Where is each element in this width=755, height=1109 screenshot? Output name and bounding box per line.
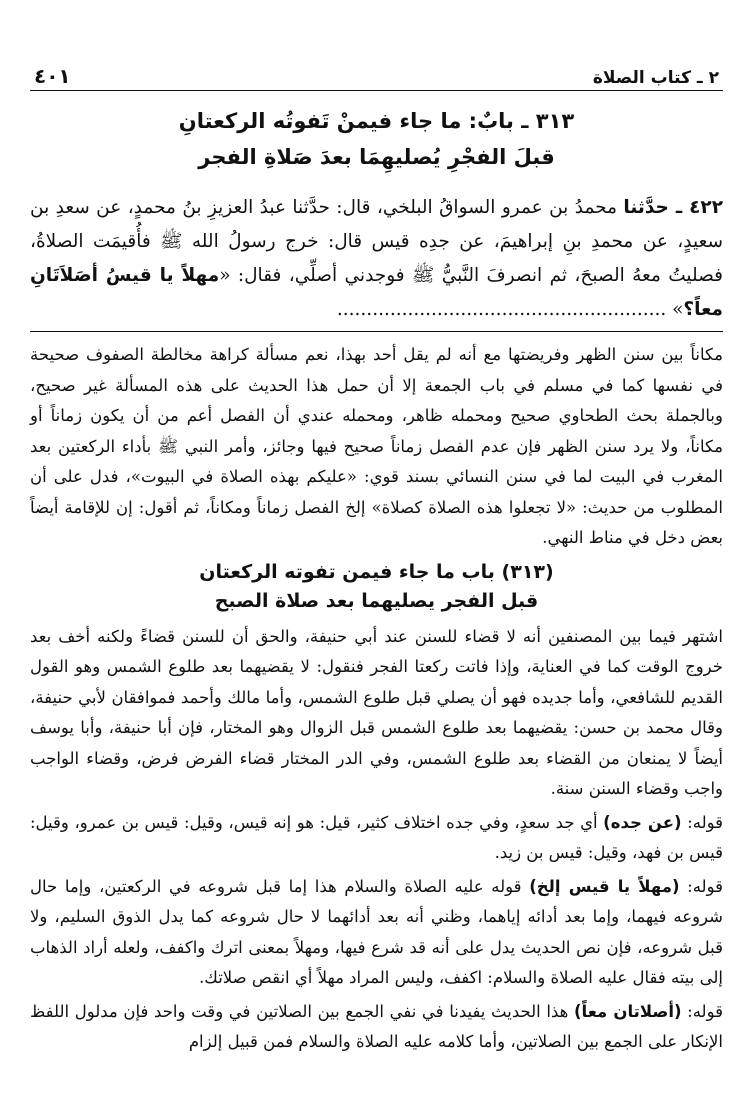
hadith-text bbox=[30, 191, 723, 327]
sub-heading-line-1: (٣١٣) باب ما جاء فيمن تفوته الركعتان bbox=[199, 560, 554, 583]
commentary-paragraph-4 bbox=[30, 997, 723, 1058]
paragraph-4-prefix: قوله: bbox=[681, 1001, 723, 1021]
commentary-paragraph-1: اشتهر فيما بين المصنفين أنه لا قضاء للسنن عند أبي حنيفة، والحق أن للسنن قضاءً ولكنه أخف بعد خروج الوقت كما في العناية، وإذا فاتت ركعتا الفجر فنقول: لا يقضيهما بعد طلوع الشمس وهو القول القديم للشافعي، وأما جديده فهو أن يصلي قبل طلوع الشمس، وأما مالك وأحمد فموافقان لأبي حنيفة، وقال محمد بن حسن: يقضيهما بعد طلوع الشمس قبل الزوال وهو المختار، فإن أبا حنيفة، وأبا يوسف أيضاً لا يمنعان من القضاء بعد طلوع الشمس، وفي الدر المختار قضاء الفرض فرض، وقضاء الواجب واجب وقضاء السنن سنة. bbox=[30, 626, 723, 798]
paragraph-4-lemma: (أصلاتان معاً) bbox=[573, 1001, 682, 1021]
commentary-divider bbox=[30, 331, 723, 332]
commentary-paragraph-2 bbox=[30, 808, 723, 869]
paragraph-2-prefix: قوله: bbox=[681, 812, 724, 832]
paragraph-4-text: هذا الحديث يفيدنا في نفي الجمع بين الصلاتين في وقت واحد فإن مدلول اللفظ الإنكار على الجمع بين الصلاتين، وأما كلامه عليه الصلاة والسلام فمن قبيل إلزام bbox=[30, 1001, 723, 1051]
running-header bbox=[30, 58, 723, 91]
commentary-paragraph-3 bbox=[30, 872, 723, 994]
hadith-continuation: » ........................................................ bbox=[336, 299, 684, 320]
paragraph-2-text: أي جد سعدٍ، وفي جده اختلاف كثير، قيل: هو إنه قيس، وقيل: قيس بن عمرو، وقيل: قيس بن فهد، وقيل: قيس بن زيد. bbox=[30, 812, 723, 862]
hadith-number: ٤٢٢ ـ حدَّثنا bbox=[623, 197, 723, 218]
paragraph-2-lemma: (عن جده) bbox=[603, 812, 682, 832]
paragraph-3-text: قوله عليه الصلاة والسلام هذا إما قبل شروعه في الركعتين، وإما حال شروعه فيهما، وإما بعد أدائه إياهما، وظني أنه بعد أدائهما لا حال شروعه كما يدل الذوق السليم، ولا قبل شروعه، فإن نص الحديث يدل على أنه قد شرع فيها، ومهلاً بمعنى اترك واكفف، ولعله أراد الذهاب إلى بيته فقال عليه الصلاة والسلام: اكفف، وليس المراد مهلاً أي انقص صلاتك. bbox=[30, 876, 723, 987]
hadith-chain: محمدُ بن عمرو السواقُ البلخي، قال: حدَّثنا عبدُ العزيزِ بنُ محمدٍ، عن سعدِ بن سعيدٍ، عن محمدِ بنِ إبراهيمَ، عن جدِه قيس قال: خرج رسولُ الله ﷺ فأُقيمَت الصلاةُ، فصليتُ معهُ الصبحَ، ثم انصرفَ النَّبيُّ ﷺ فوجدني أصلِّي، فقال: « bbox=[30, 197, 723, 286]
commentary-intro-paragraph: مكاناً بين سنن الظهر وفريضتها مع أنه لم يقل أحد بهذا، نعم مسألة كراهة مخالطة الصفوف صحيحة في نفسها كما في مسلم في باب الجمعة إلا أن حمل هذا الحديث على هذه المسألة غير صحيح، وبالجملة بحث الطحاوي صحيح ومحمله ظاهر، ومحمله عندي أن الفصل أعم من أن يكون زماناً أو مكاناً، ولا يرد سنن الظهر فإن عدم الفصل زماناً صحيح فيها وجائز، وأمر النبي ﷺ بأداء الركعتين بعد المغرب في البيت لما في سنن النسائي بسند قوي: «عليكم بهذه الصلاة في البيوت»، فدل على أن المطلوب من حديث: «لا تجعلوا هذه الصلاة كصلاة» إلخ الفصل زماناً ومكاناً، ثم أقول: إن للإقامة أيضاً بعض دخل في مناط النهي. bbox=[30, 345, 723, 547]
chapter-title: ٢ ـ كتاب الصلاة bbox=[592, 68, 719, 88]
commentary-section bbox=[30, 340, 723, 1058]
chapter-heading-line-2: قبلَ الفجْرِ يُصليهِمَا بعدَ صَلاةِ الفجر bbox=[198, 145, 555, 169]
sub-heading-line-2: قبل الفجر يصليهما بعد صلاة الصبح bbox=[214, 589, 539, 612]
commentary-sub-heading bbox=[30, 558, 723, 616]
paragraph-3-prefix: قوله: bbox=[679, 876, 723, 896]
page-number: ٤٠١ bbox=[34, 64, 71, 88]
chapter-heading-line-1: ٣١٣ ـ بابٌ: ما جاء فيمنْ تَفوتُه الركعتانِ bbox=[178, 109, 575, 133]
hadith-quote: مهلاً يا قيسُ أصَلاَتَانِ معاً؟ bbox=[30, 265, 723, 320]
paragraph-3-lemma: (مهلاً يا قيس إلخ) bbox=[529, 876, 680, 896]
chapter-heading bbox=[30, 103, 723, 175]
